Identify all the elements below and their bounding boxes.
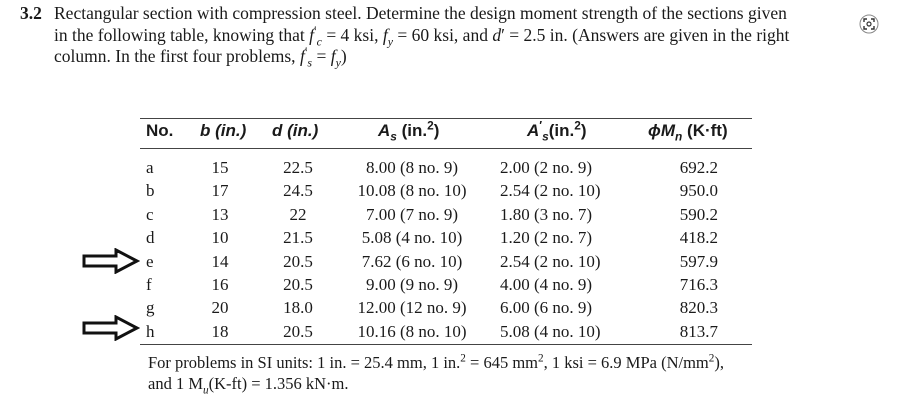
cell-no: b [146, 181, 155, 201]
cell-d: 22.5 [283, 158, 313, 177]
cell-as-prime: 6.00 (6 no. 9) [500, 298, 593, 318]
cell-no: e [146, 251, 154, 271]
cell-as-prime: 1.80 (3 no. 7) [500, 204, 593, 224]
cell-b: 18 [211, 321, 229, 341]
arrow-right-icon [82, 315, 140, 341]
arrow-shape [84, 250, 137, 272]
cell-b: 15 [211, 158, 229, 177]
arrow-right-icon [82, 248, 140, 274]
cell-b: 17 [211, 181, 229, 201]
cell-mn: 813.7 [679, 321, 718, 341]
cell-as: 5.08 (4 no. 10) [361, 228, 463, 248]
problem-text [54, 3, 894, 68]
cell-as-prime: 1.20 (2 no. 7) [500, 228, 593, 248]
cell-as: 7.62 (6 no. 10) [361, 251, 463, 271]
cell-as: 7.00 (7 no. 9) [365, 204, 459, 224]
cell-as: 12.00 (12 no. 9) [357, 298, 467, 318]
cell-as-prime: 2.00 (2 no. 9) [500, 158, 593, 177]
header-d: d (in.) [272, 121, 319, 140]
cell-as: 9.00 (9 no. 9) [365, 274, 459, 294]
cell-no: a [146, 158, 154, 177]
problem-line-2: in the following table, knowing that $f'_c = 4$ ksi, $f_y = 60$ ksi, and d′ = 2.5 in. (Answers are given in the right [54, 22, 790, 48]
problem-number: 3.2 [20, 3, 42, 23]
cell-as: 10.16 (8 no. 10) [357, 321, 467, 341]
cell-mn: 418.2 [679, 228, 718, 248]
footnote-line-2: and 1 $M_u(K-ft) = 1.356$ kN·m. [148, 374, 349, 397]
cell-mn: 590.2 [679, 204, 718, 224]
problem-line-1: Rectangular section with compression steel. Determine the design moment strength of the sections given [54, 3, 787, 23]
table-row [0, 181, 899, 204]
cell-b: 10 [211, 228, 229, 248]
cell-d: 22 [289, 204, 307, 224]
problem-line-3: column. In the first four problems, $f'_s = f_y$) [54, 44, 347, 70]
header-mn: $\phi M_n$ (K·ft) [648, 121, 728, 144]
cell-d: 18.0 [283, 298, 313, 318]
cell-as-prime: 4.00 (4 no. 9) [500, 274, 593, 294]
header-b: b (in.) [200, 121, 247, 140]
cell-as-prime: 2.54 (2 no. 10) [500, 251, 601, 271]
cell-no: g [146, 298, 155, 318]
cell-no: c [146, 204, 154, 224]
table-row [0, 205, 899, 228]
header-as: $A_s$ (in.$^2$) [378, 118, 440, 144]
table-row [0, 158, 899, 181]
cell-d: 24.5 [283, 181, 313, 201]
footnote-line-1: For problems in SI units: 1 in. = 25.4 mm, 1 in.$^2$ = 645 $mm^2$, 1 ksi = 6.9 MPa $(N/mm^2)$, [148, 352, 724, 372]
cell-no: h [146, 321, 155, 341]
cell-as: 8.00 (8 no. 9) [365, 158, 459, 177]
cell-mn: 820.3 [679, 298, 718, 318]
header-no: No. [146, 121, 174, 140]
cell-mn: 597.9 [679, 251, 718, 271]
cell-mn: 716.3 [679, 274, 718, 294]
cell-b: 14 [211, 251, 229, 271]
si-units-footnote [148, 352, 888, 397]
table-top-rule [140, 118, 752, 119]
cell-d: 20.5 [283, 274, 313, 294]
cell-b: 13 [211, 204, 229, 224]
table-row [0, 275, 899, 298]
cell-b: 16 [211, 274, 229, 294]
cell-b: 20 [211, 298, 229, 318]
cell-d: 20.5 [283, 251, 313, 271]
cell-no: f [146, 274, 152, 294]
table-header-rule [140, 148, 752, 149]
cell-d: 21.5 [283, 228, 313, 248]
cell-mn: 950.0 [679, 181, 718, 201]
cell-no: d [146, 228, 155, 248]
cell-as-prime: 5.08 (4 no. 10) [500, 321, 601, 341]
cell-as: 10.08 (8 no. 10) [357, 181, 467, 201]
header-as-prime: $A'_s(in.^2)$ [527, 118, 587, 144]
cell-as-prime: 2.54 (2 no. 10) [500, 181, 601, 201]
cell-d: 20.5 [283, 321, 313, 341]
arrow-shape [84, 317, 137, 339]
cell-mn: 692.2 [679, 158, 718, 177]
screenshot-crop-icon[interactable] [859, 14, 879, 34]
